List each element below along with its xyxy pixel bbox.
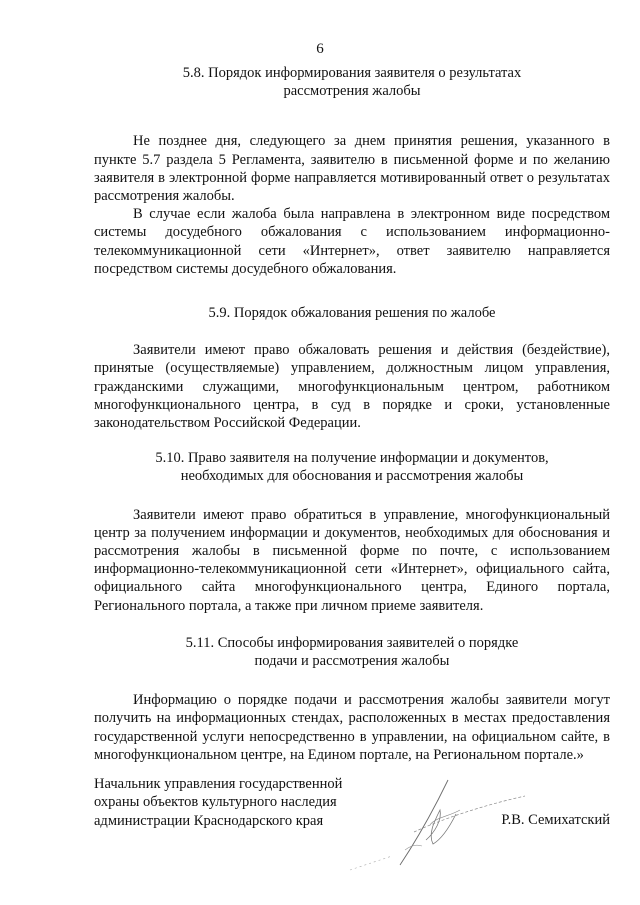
heading-line: подачи и рассмотрения жалобы [254,653,450,670]
position-line: охраны объектов культурного наследия [94,794,337,811]
position-line: Начальник управления государственной [94,776,343,792]
section-heading [94,634,610,670]
heading-line: 5.11. Способы информирования заявителей о порядке [185,634,519,651]
position-line: администрации Краснодарского края [94,812,324,829]
section-heading [94,449,610,485]
paragraph: Информацию о порядке подачи и рассмотрения жалобы заявители могут получить на информационных стендах, расположенных в местах предоставления государственной услуги непосредственно в управлении, на официальном сайте, в многофункциональном центре, на Едином портале, на Региональном портале.» [94,692,610,763]
paragraph: Заявители имеют право обратиться в управление, многофункциональный центр за получением информации и документов, необходимых для обоснования и рассмотрения жалобы в письменной форме по почте, с использованием информационно-телекоммуникационной сети «Интернет», официального сайта, официального сайта многофункционального центра, Единого портала, Регионального портала, а также при личном приеме заявителя. [94,506,610,614]
heading-line: 5.10. Право заявителя на получение информации и документов, [155,450,549,467]
heading-line: 5.8. Порядок информирования заявителя о результатах [182,65,522,81]
paragraph: Заявители имеют право обжаловать решения и действия (бездействие), принятые (осуществляемые) управлением, должностным лицом управления, гражданскими служащими, многофункциональным центром, работником многофункционального центра, в суд в порядке и сроки, установленные законодательством Российской Федерации. [94,342,610,432]
heading-line: необходимых для обоснования и рассмотрения жалобы [180,468,524,485]
section-5-9 [94,304,610,432]
page-number: 6 [316,41,324,57]
document-body [94,64,610,764]
paragraph: Не позднее дня, следующего за днем принятия решения, указанного в пункте 5.7 раздела 5 Регламента, заявителю в письменной форме и по желанию заявителя в электронной форме направляется мотивированный ответ о результатах рассмотрения жалобы. [94,133,610,205]
heading-line: рассмотрения жалобы [283,83,421,100]
heading-line: 5.9. Порядок обжалования решения по жалобе [208,305,496,322]
section-heading [94,304,610,322]
signer-name: Р.В. Семихатский [501,812,610,828]
paragraph: В случае если жалоба была направлена в электронном виде посредством системы досудебного обжалования с использованием информационно-телекоммуникационной сети «Интернет», ответ заявителю направляется посредством системы досудебного обжалования. [94,206,610,277]
section-5-8 [94,64,610,278]
section-5-11 [94,634,610,764]
signature-block [94,775,610,830]
section-heading [94,64,610,100]
section-5-10 [94,449,610,615]
